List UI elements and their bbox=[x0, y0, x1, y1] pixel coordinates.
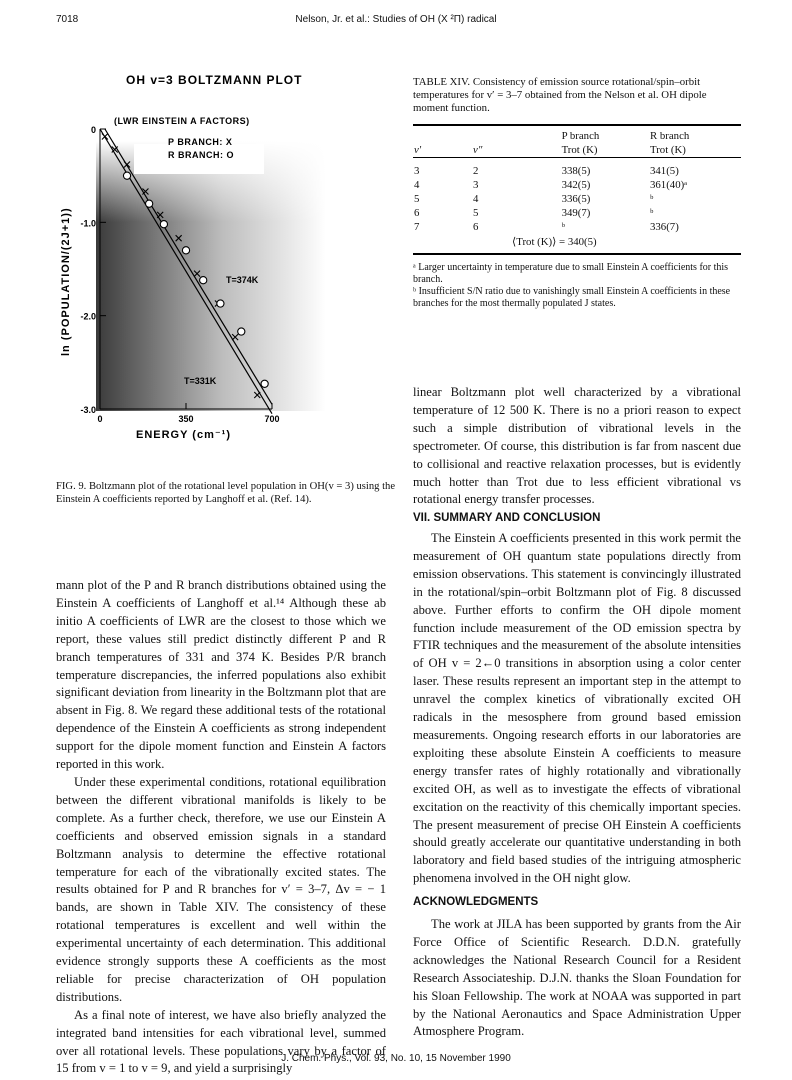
mean-trot: ⟨Trot (K)⟩ = 340(5) bbox=[512, 236, 597, 248]
table-xiv bbox=[413, 124, 741, 255]
figure-caption: FIG. 9. Boltzmann plot of the rotational level population in OH(v = 3) using the Einstein A coefficients reported by Langhoff et al. (Ref. 14). bbox=[56, 481, 396, 506]
footnote-a: ᵃ Larger uncertainty in temperature due to small Einstein A coefficients for this branch. bbox=[413, 262, 729, 285]
head-v-lower: v″ bbox=[473, 144, 483, 156]
section-heading-summary: VII. SUMMARY AND CONCLUSION bbox=[413, 512, 601, 524]
left-paragraph-2: Under these experimental conditions, rotational equilibration between the different vibrational manifolds is likely to be complete. As a further check, therefore, we use our Einstein A coefficients and observed emission signals in a standard Boltzmann analysis to determine the effective rotational temperature for each of the vibrationally excited states. The results obtained for P and R branches for v′ = 3–7, Δv = − 1 bands, are shown in Table XIV. The consistency of these rotational temperatures is excellent and well within the experimental uncertainty of each determination. This additional evidence strongly supports these A coefficients as the most reliable for precise characterization of OH population distributions. bbox=[56, 774, 386, 1004]
legend-p-branch: P BRANCH: X bbox=[168, 137, 233, 147]
running-title: Nelson, Jr. et al.: Studies of OH (X ²Π) radical bbox=[295, 14, 497, 25]
table-head-row-1 bbox=[413, 129, 741, 143]
x-axis-label: ENERGY (cm⁻¹) bbox=[136, 429, 232, 441]
r-branch-point bbox=[217, 300, 224, 307]
p-branch-point bbox=[102, 133, 108, 139]
r-branch-point bbox=[146, 200, 153, 207]
table-cell-r: ᵇ bbox=[650, 193, 654, 205]
gradient-fade bbox=[96, 141, 326, 411]
page-footer: J. Chem. Phys., Vol. 93, No. 10, 15 November 1990 bbox=[281, 1053, 511, 1064]
r-branch-point bbox=[182, 247, 189, 254]
head-p-branch: P branch bbox=[561, 130, 600, 142]
right-paragraph-2: The work at JILA has been supported by grants from the Air Force Office of Scientific Research. D.D.N. gratefully acknowledges the National Research Council for a Resident Research Associateship. D.J.N. thanks the Sloan Foundation for his Sloan Fellowship. The work at NOAA was supported in part by the National Aeronautics and Space Administration Upper Atmosphere Program. bbox=[413, 917, 741, 1039]
table-cell-p: 349(7) bbox=[561, 207, 591, 219]
r-branch-point bbox=[200, 277, 207, 284]
r-branch-point bbox=[261, 380, 268, 387]
left-paragraph-3: As a final note of interest, we have also briefly analyzed the integrated band intensities for each vibrational level, summed over all rotational levels. These populations vary by a factor of 15 from v = 1 to v = 9, and yield a surprisingly bbox=[56, 1007, 386, 1076]
table-cell-v2: 6 bbox=[473, 221, 479, 233]
table-caption: TABLE XIV. Consistency of emission source rotational/spin–orbit temperatures for v′ = 3–7 obtained from the Nelson et al. OH dipole moment function. bbox=[413, 76, 707, 114]
section-heading-acknowledgments: ACKNOWLEDGMENTS bbox=[413, 896, 539, 908]
table-cell-v1: 7 bbox=[414, 221, 420, 233]
table-cell-r: 336(7) bbox=[650, 221, 679, 233]
table-mean-row bbox=[413, 234, 741, 249]
table-head-row-2 bbox=[413, 143, 741, 158]
table-row bbox=[413, 206, 741, 220]
y-tick-label: 0 bbox=[90, 125, 96, 135]
x-tick-label: 0 bbox=[97, 414, 103, 424]
page-number: 7018 bbox=[56, 14, 79, 25]
table-cell-v2: 5 bbox=[473, 207, 479, 219]
table-cell-p: ᵇ bbox=[561, 221, 565, 233]
table-cell-p: 336(5) bbox=[561, 193, 591, 205]
table-row bbox=[413, 178, 741, 192]
footnote-b: ᵇ Insufficient S/N ratio due to vanishingly small Einstein A coefficients in these branches for the most thermally populated J states. bbox=[413, 286, 731, 309]
table-cell-p: 338(5) bbox=[561, 165, 591, 177]
r-branch-point bbox=[123, 172, 130, 179]
right-column-summary bbox=[413, 530, 741, 888]
head-r-branch: R branch bbox=[650, 130, 690, 142]
table-cell-r: 341(5) bbox=[650, 165, 679, 177]
r-branch-point bbox=[160, 221, 167, 228]
r-branch-point bbox=[238, 328, 245, 335]
head-trot-p: Trot (K) bbox=[561, 144, 598, 156]
table-footnotes bbox=[413, 262, 741, 310]
right-paragraph-1: The Einstein A coefficients presented in this work permit the measurement of OH quantum state populations directly from emission observations. This statement is convincingly illustrated in the rotational/spin–orbit Boltzmann plot of Fig. 8 discussed above. Further efforts to confirm the OH dipole moment function include measurement of the OD emission spectra by FTIR techniques and the measurement of the absolute intensities of OH v = 2←0 transitions in absorption using a color center laser. These results represent an important step in the attempt to unravel the complex kinetics of vibrationally excited OH radicals in the mesosphere from ground based emission measurements. Ongoing research efforts in our laboratories are exploiting these absolute Einstein A coefficients to measure energy transfer rates of highly rotationally and vibrationally excited OH, as well as to investigate the effects of vibrational excitation on the reactivity of this chemically important species. The present measurement of precise OH Einstein A coefficients should greatly accelerate our quantitative understanding in both laboratory and field based studies of the intriguing atmospheric phenomena involved in the OH night glow. bbox=[413, 531, 741, 886]
table-cell-v2: 3 bbox=[473, 179, 479, 191]
table-cell-r: 361(40)ᵃ bbox=[650, 179, 688, 191]
x-tick-label: 350 bbox=[178, 414, 194, 424]
table-body bbox=[413, 164, 741, 234]
figure-title: OH v=3 BOLTZMANN PLOT bbox=[126, 73, 303, 87]
y-tick-label: -2.0 bbox=[80, 311, 96, 322]
table-cell-v1: 6 bbox=[414, 207, 420, 219]
table-cell-v2: 2 bbox=[473, 165, 479, 177]
table-cell-r: ᵇ bbox=[650, 207, 654, 219]
table-cell-v1: 5 bbox=[414, 193, 420, 205]
y-tick-label: -1.0 bbox=[80, 218, 96, 229]
legend-r-branch: R BRANCH: O bbox=[168, 150, 234, 160]
fit-r-label: T=374K bbox=[226, 275, 259, 285]
head-v-upper: v′ bbox=[414, 144, 422, 156]
left-paragraph-1: mann plot of the P and R branch distributions obtained using the Einstein A coefficients of Langhoff et al.¹⁴ Although these ab initio A coefficients of LWR are the closest to those which we report, these values still predict distinctly different P and R branch temperatures of 331 and 374 K. Besides P/R branch temperature discrepancies, the inferred populations also exhibit significant deviation from linearity in the Boltzmann plot that are absent in Fig. 8. We regard these additional tests of the rotational dependence of the Einstein A coefficients as strong independent support for the dipole moment function and Einstein A factors reported in this work. bbox=[56, 578, 386, 772]
table-cell-v1: 4 bbox=[414, 179, 420, 191]
table-row bbox=[413, 220, 741, 234]
x-tick-label: 700 bbox=[264, 414, 280, 424]
right-paragraph-0: linear Boltzmann plot well characterized by a vibrational temperature of 12 500 K. There is no a priori reason to expect such a simple distribution of vibrational levels in the spectrometer. Of course, this distribution is far from nascent due to collisional and reactive relaxation processes, but is evidently much hotter than Trot due to less efficient vibrational vs rotational energy transfer processes. bbox=[413, 385, 741, 507]
figure-subtitle: (LWR EINSTEIN A FACTORS) bbox=[114, 116, 250, 126]
right-column-ack bbox=[413, 916, 741, 1041]
table-row bbox=[413, 164, 741, 178]
fit-p-label: T=331K bbox=[184, 376, 217, 386]
table-cell-v2: 4 bbox=[473, 193, 479, 205]
boltzmann-plot-figure bbox=[56, 66, 396, 466]
table-row bbox=[413, 192, 741, 206]
y-axis-label: ln (POPULATION/(2J+1)) bbox=[60, 207, 72, 356]
left-column bbox=[56, 577, 386, 1078]
right-column-top bbox=[413, 384, 741, 509]
y-tick-label: -3.0 bbox=[80, 405, 96, 415]
head-trot-r: Trot (K) bbox=[650, 144, 686, 156]
table-cell-v1: 3 bbox=[414, 165, 420, 177]
table-cell-p: 342(5) bbox=[561, 179, 591, 191]
